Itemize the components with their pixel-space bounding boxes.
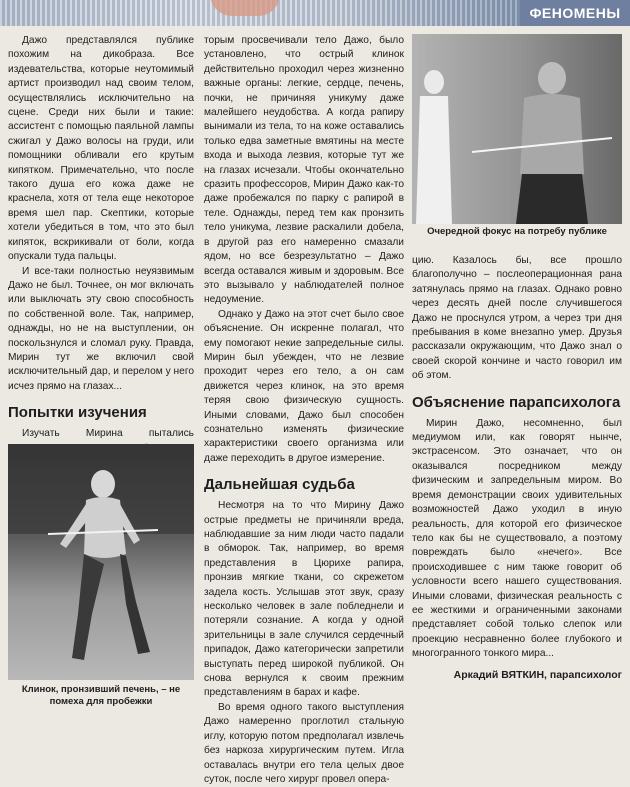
photo-caption: Очередной фокус на потребу публике [427, 226, 607, 237]
paragraph: цию. Казалось бы, все прошло благополучно – послеоперационная рана затянулась прямо на глазах. Однако ровно через десять дней после случившегося Дажо не проснулся утром, а через три дня пребывания в коме внезапно умер. Друзья рассказали окружающим, что Дажо знал о своей скорой кончине и часто говорил им об этом. [412, 255, 622, 382]
paragraph: Мирин Дажо, несомненно, был медиумом или, как говорят нынче, экстрасенсом. Это означает, что он оказывался посредником между физическим и запредельным миром. Во время демонстрации своих удивительных возможностей Дажо уходил в иную реальность, для которой его физическое тело как бы не существовало, а поэтому повреждать было «нечего». Все происходившее с ним также говорит об условности всего нашего существования. Иными словами, физическая реальность с ее жесткими и ограниченными законами представляет собой только слепок или проекцию несравненно более глубокого и многогранного тонкого мира... [412, 417, 622, 660]
paragraph: Дажо представлялся публике похожим на дикобраза. Все издевательства, которые неутомимый артист производил над своим телом, осуществлялись исключительно на сцене. Среди них были и такие: ассистент с помощью паяльной лампы сжигал у Дажо волосы на груди, или помощники обливали его крутым кипятком. Примечательно, что после такого душа его кожа даже не краснела, хотя от тела еще некоторое время шел пар. Скептики, которые хотели убедиться в том, что это был кипяток, вскрикивали от боли, когда опускали туда пальцы. [8, 35, 194, 263]
running-man-figure [8, 444, 194, 680]
paragraph: Во время одного такого выступления Дажо намеренно проглотил стальную иглу, которую потом предполагал извлечь без наркоза хирургическим путем. Игла оставалась внутри его тела целых двое суток, после чего хирург провел опера- [204, 701, 404, 785]
article-column-3 [412, 254, 622, 682]
header-bar [0, 0, 630, 26]
performance-figures [412, 34, 622, 224]
section-rubric: ФЕНОМЕНЫ [520, 0, 630, 26]
author-signature: Аркадий ВЯТКИН, парапсихолог [453, 668, 622, 681]
paragraph: Изучать Мирина пытались [22, 428, 194, 440]
paragraph: Несмотря на то что Мирину Дажо острые предметы не причиняли вреда, наблюдавшие за ним люди часто падали в обморок. Так, например, во время представления в Цюрихе рапира, пронзив мягкие ткани, со скрежетом задела кость. Услышав этот звук, сразу несколько человек в зале побледнели и потеряли сознание. А когда у одной зрительницы в зале случился сердечный припадок, Дажо категорически запретили выступать перед широкой публикой. Он снова вернулся к своим прежним представлениям в барах и кафе. [204, 500, 404, 699]
article-column-2 [204, 34, 404, 787]
photo-performance [412, 34, 622, 224]
photo-running-man [8, 444, 194, 680]
section-heading: Дальнейшая судьба [204, 476, 355, 494]
paragraph: Однако у Дажо на этот счет было свое объяснение. Он искренне полагал, что ему помогают некие запредельные силы. Мирин был убежден, что не лезвие проходит через его тело, а он сам движется через клинок, на это время теряя свою физическую сущность. Иными словами, Дажо был способен сознательно изменять физические характеристики своего организма или даже переходить в другое измерение. [204, 308, 404, 464]
paragraph: И все-таки полностью неуязвимым Дажо не был. Точнее, он мог включать или выключать эту свою способность по собственной воле. Так, например, однажды, но не на выступлении, он поскользнулся и сломал руку. Правда, Мирин тут же включил свой исключительный дар, и перелом у него исчез прямо на глазах... [8, 265, 194, 392]
section-heading: Объяснение парапсихолога [412, 393, 621, 411]
photo-caption: Клинок, пронзивший печень, – не помеха для пробежки [21, 684, 181, 707]
section-heading: Попытки изучения [8, 404, 147, 422]
paragraph: торым просвечивали тело Дажо, было установлено, что острый клинок действительно проходил через жизненно важные органы: легкие, сердце, печень, почки, не причиняя уникуму даже малейшего неудобства. А когда рапиру вынимали из тела, то на коже оставались только едва заметные вмятины на месте входа и выхода лезвия, которые тут же на глазах исчезали. Чтобы окончательно сразить профессоров, Мирин Дажо как-то даже пробежался по парку с рапирой в теле. Однажды, перед тем как пронзить тело уникума, лезвие раскалили добела, в другой раз его намеренно смазали ядом, но все безрезультатно – Дажо всегда оставался живым и здоровым. Все это вызывало у наблюдателей полное недоумение. [204, 35, 404, 306]
